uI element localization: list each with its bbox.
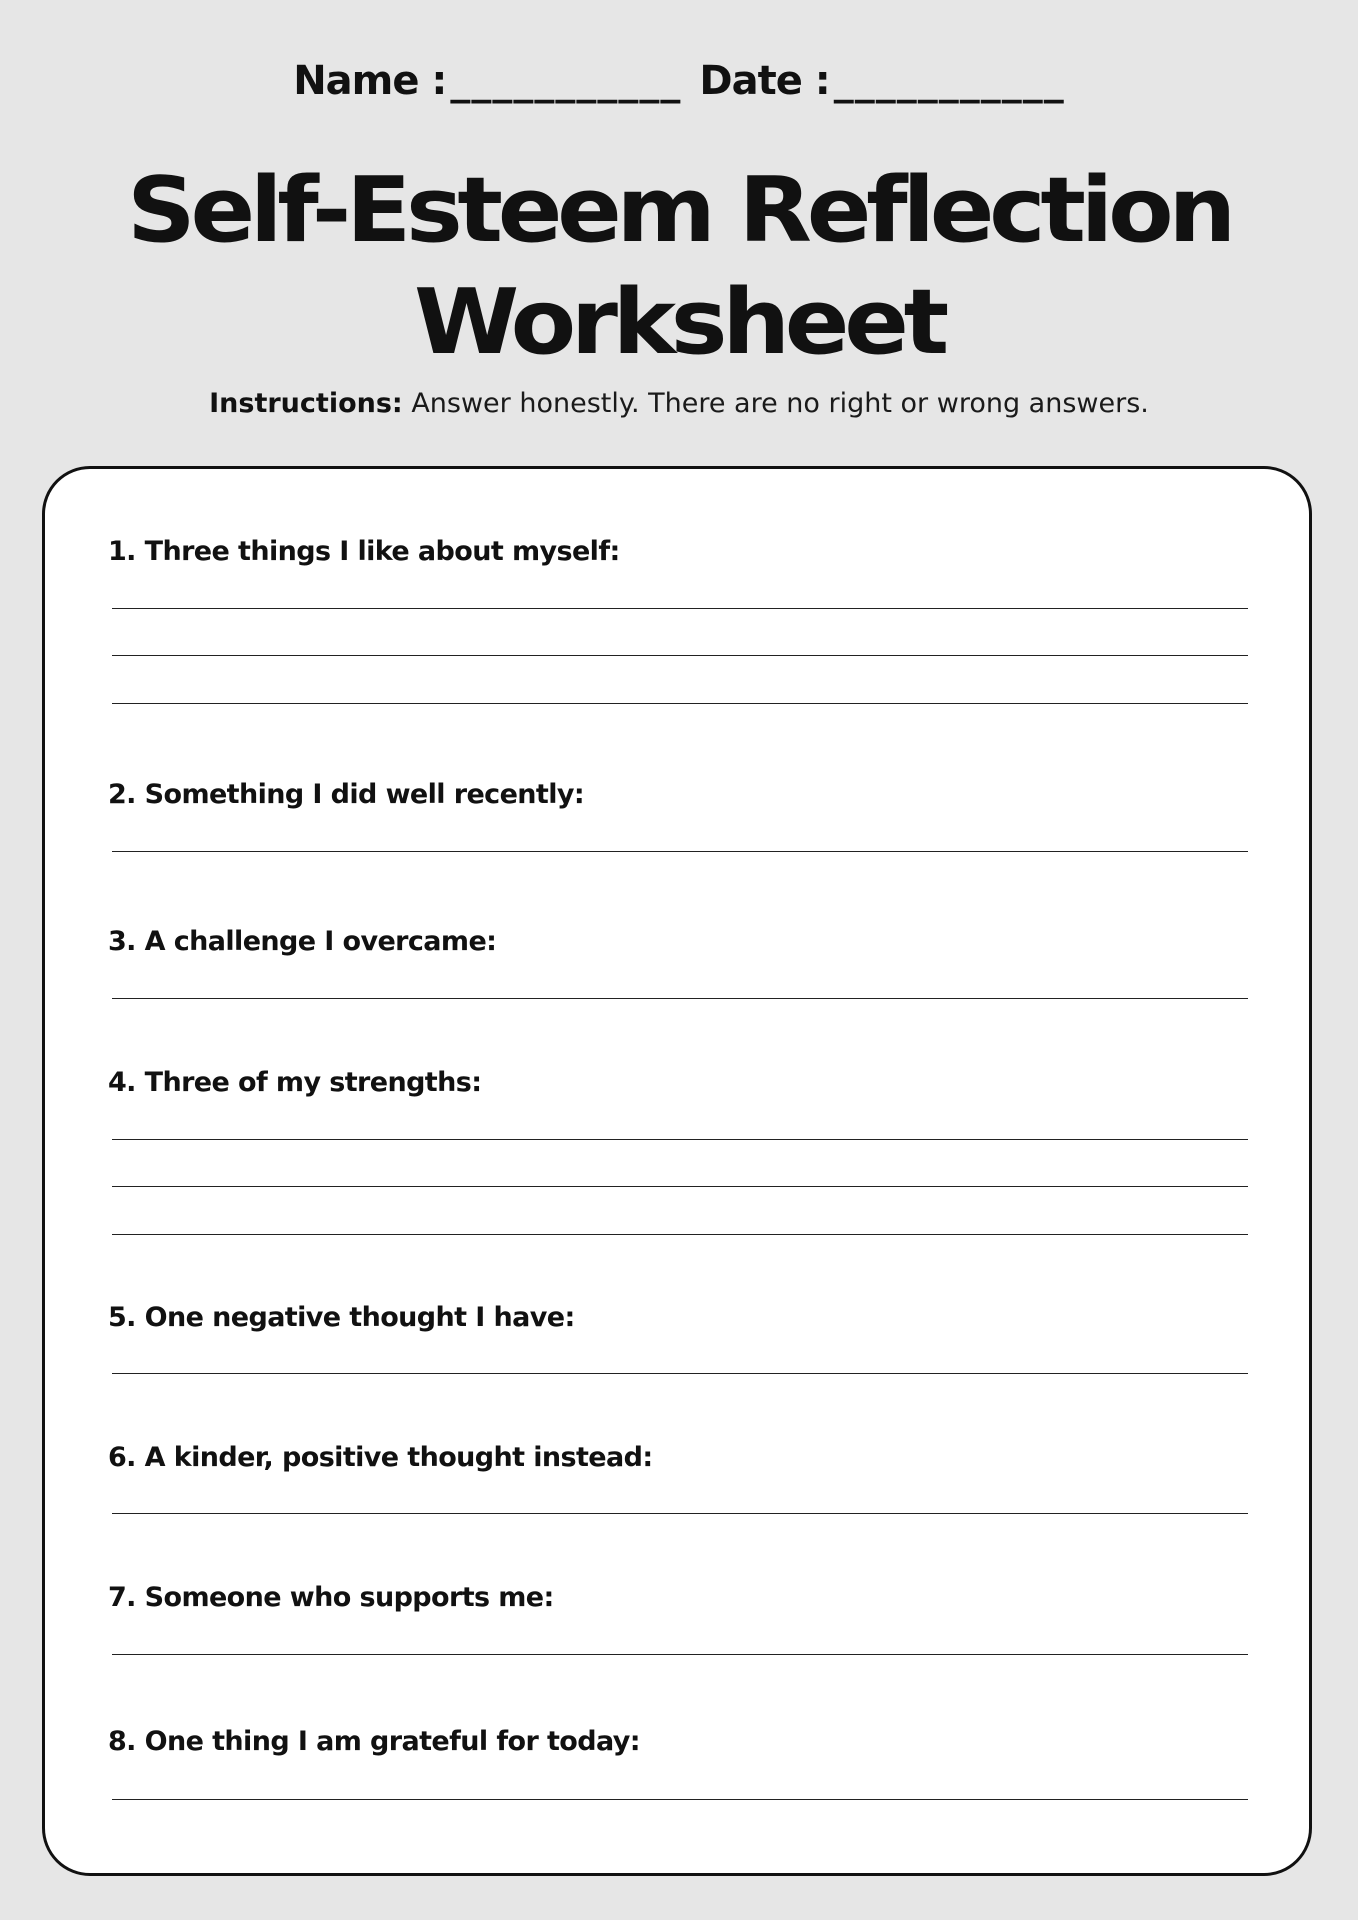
answer-line[interactable] (112, 1799, 1248, 1800)
answer-line[interactable] (112, 998, 1248, 999)
question-7-label: 7. Someone who supports me: (108, 1582, 554, 1613)
date-label: Date : (699, 58, 830, 104)
question-4-label: 4. Three of my strengths: (108, 1067, 482, 1098)
question-1-label: 1. Three things I like about myself: (108, 536, 620, 567)
answer-line[interactable] (112, 1186, 1248, 1187)
answer-line[interactable] (112, 1234, 1248, 1235)
question-3-label: 3. A challenge I overcame: (108, 926, 497, 957)
instructions-label: Instructions: (209, 388, 403, 419)
page-title (0, 155, 1358, 379)
answer-line[interactable] (112, 1139, 1248, 1140)
worksheet-card (42, 466, 1312, 1876)
answer-line[interactable] (112, 655, 1248, 656)
name-date-row (0, 58, 1358, 104)
question-6-label: 6. A kinder, positive thought instead: (108, 1442, 653, 1473)
question-5-label: 5. One negative thought I have: (108, 1302, 575, 1333)
title-line-2: Worksheet (414, 270, 944, 375)
instructions-text: Answer honestly. There are no right or wrong answers. (411, 388, 1149, 419)
name-label: Name : (293, 58, 447, 104)
question-8-label: 8. One thing I am grateful for today: (108, 1726, 640, 1757)
answer-line[interactable] (112, 851, 1248, 852)
name-field[interactable]: ___________ (450, 58, 682, 104)
instructions (0, 388, 1358, 419)
answer-line[interactable] (112, 608, 1248, 609)
answer-line[interactable] (112, 703, 1248, 704)
answer-line[interactable] (112, 1373, 1248, 1374)
title-line-1: Self-Esteem Reflection (127, 158, 1231, 263)
question-2-label: 2. Something I did well recently: (108, 779, 585, 810)
answer-line[interactable] (112, 1654, 1248, 1655)
answer-line[interactable] (112, 1513, 1248, 1514)
date-field[interactable]: ___________ (833, 58, 1065, 104)
